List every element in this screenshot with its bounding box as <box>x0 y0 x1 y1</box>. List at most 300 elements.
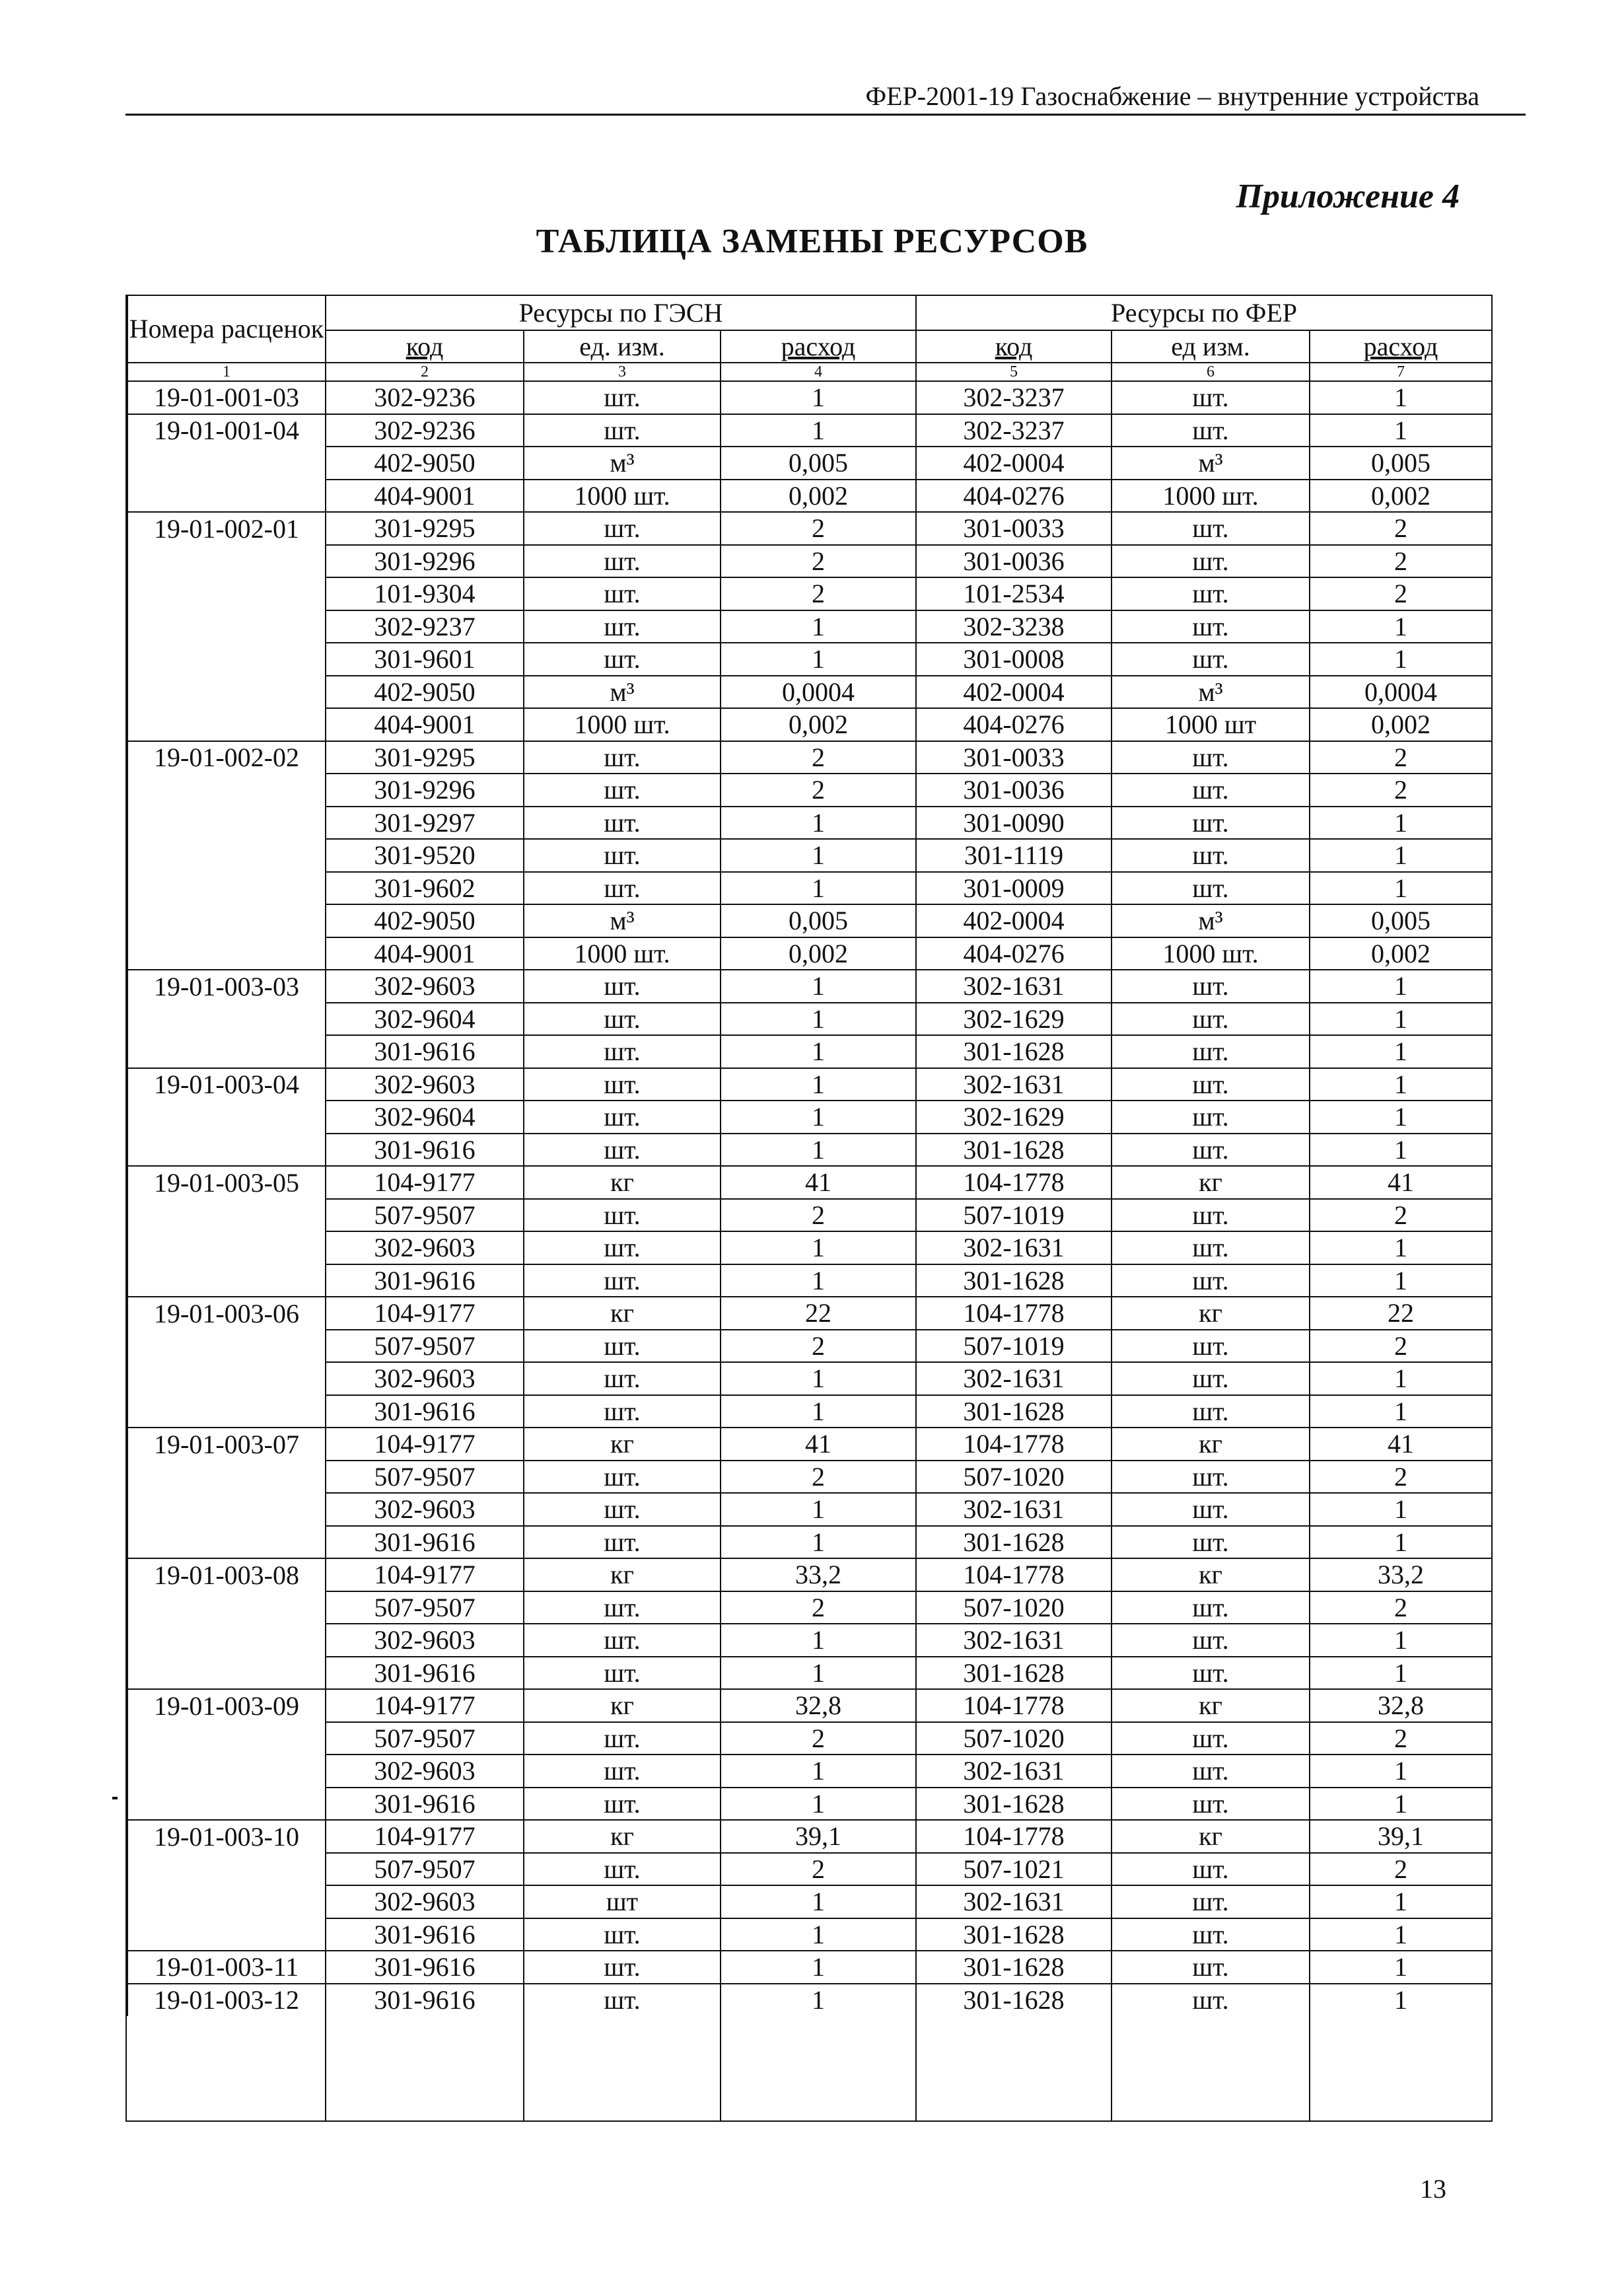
fer-code-cell: 302-1631 <box>916 1885 1112 1918</box>
gesn-code-cell: 507-9507 <box>326 1853 524 1886</box>
rate-number-cell <box>127 1526 326 1559</box>
gesn-amount-cell: 1 <box>721 1624 916 1657</box>
fer-code-cell: 302-1631 <box>916 1755 1112 1788</box>
column-divider <box>523 1962 524 2120</box>
gesn-unit-cell: кг <box>524 1166 721 1199</box>
gesn-unit-cell: шт. <box>524 414 721 447</box>
table-row <box>127 381 1492 414</box>
fer-amount-cell: 2 <box>1310 1199 1492 1232</box>
gesn-code-cell: 404-9001 <box>326 937 524 970</box>
gesn-code-cell: 104-9177 <box>326 1820 524 1853</box>
fer-amount-cell: 1 <box>1310 1657 1492 1690</box>
gesn-amount-cell: 1 <box>721 1264 916 1297</box>
header-fer-unit-label: ед изм. <box>1171 332 1250 361</box>
table-row <box>127 1035 1492 1068</box>
gesn-code-cell: 301-9616 <box>326 1984 524 2017</box>
gesn-unit-cell: шт. <box>524 872 721 905</box>
fer-code-cell: 104-1778 <box>916 1558 1112 1591</box>
gesn-unit-cell: шт. <box>524 1657 721 1690</box>
running-header: ФЕР-2001-19 Газоснабжение – внутренние устройства <box>865 81 1479 111</box>
gesn-code-cell: 301-9616 <box>326 1035 524 1068</box>
rate-number-cell <box>127 480 326 513</box>
fer-unit-cell: шт. <box>1112 1722 1310 1755</box>
fer-unit-cell: м³ <box>1112 904 1310 937</box>
fer-amount-cell: 0,002 <box>1310 937 1492 970</box>
gesn-unit-cell: шт. <box>524 1101 721 1134</box>
gesn-code-cell: 301-9616 <box>326 1657 524 1690</box>
gesn-unit-cell: шт. <box>524 741 721 774</box>
gesn-amount-cell: 1 <box>721 1984 916 2017</box>
fer-code-cell: 402-0004 <box>916 447 1112 480</box>
fer-unit-cell: шт. <box>1112 1918 1310 1951</box>
gesn-amount-cell: 1 <box>721 1003 916 1036</box>
fer-unit-cell: шт. <box>1112 1068 1310 1101</box>
gesn-code-cell: 302-9236 <box>326 381 524 414</box>
fer-unit-cell: 1000 шт <box>1112 708 1310 741</box>
fer-code-cell: 301-0090 <box>916 807 1112 840</box>
fer-amount-cell: 2 <box>1310 774 1492 807</box>
gesn-amount-cell: 2 <box>721 741 916 774</box>
gesn-amount-cell: 1 <box>721 872 916 905</box>
fer-unit-cell: шт. <box>1112 1231 1310 1264</box>
header-fer-group: Ресурсы по ФЕР <box>916 296 1492 330</box>
table-row <box>127 970 1492 1003</box>
fer-code-cell: 301-1628 <box>916 1134 1112 1167</box>
fer-code-cell: 507-1021 <box>916 1853 1112 1886</box>
header-fer-amount-label: расход <box>1363 332 1438 361</box>
fer-code-cell: 507-1020 <box>916 1461 1112 1494</box>
gesn-amount-cell: 0,005 <box>721 904 916 937</box>
fer-code-cell: 301-1628 <box>916 1984 1112 2017</box>
gesn-amount-cell: 41 <box>721 1166 916 1199</box>
fer-amount-cell: 1 <box>1310 807 1492 840</box>
rate-number-cell <box>127 1493 326 1526</box>
column-number: 5 <box>916 363 1112 381</box>
header-fer-amount <box>1310 330 1492 363</box>
appendix-label: Приложение 4 <box>1236 178 1460 215</box>
header-gesn-group: Ресурсы по ГЭСН <box>326 296 916 330</box>
gesn-code-cell: 301-9616 <box>326 1788 524 1821</box>
gesn-amount-cell: 0,005 <box>721 447 916 480</box>
header-rate-numbers <box>127 296 326 363</box>
rate-number-cell <box>127 1657 326 1690</box>
gesn-unit-cell: шт. <box>524 1134 721 1167</box>
resource-replacement-table <box>125 295 1493 2122</box>
gesn-code-cell: 302-9604 <box>326 1101 524 1134</box>
gesn-unit-cell: шт <box>524 1885 721 1918</box>
fer-amount-cell: 1 <box>1310 1134 1492 1167</box>
gesn-code-cell: 104-9177 <box>326 1428 524 1461</box>
gesn-unit-cell: шт. <box>524 1722 721 1755</box>
gesn-amount-cell: 2 <box>721 1461 916 1494</box>
fer-unit-cell: 1000 шт. <box>1112 480 1310 513</box>
fer-code-cell: 402-0004 <box>916 676 1112 709</box>
header-fer-unit <box>1112 330 1310 363</box>
table-row <box>127 1231 1492 1264</box>
gesn-code-cell: 301-9295 <box>326 741 524 774</box>
table-row <box>127 1591 1492 1624</box>
gesn-amount-cell: 2 <box>721 774 916 807</box>
rate-number-cell <box>127 937 326 970</box>
gesn-code-cell: 104-9177 <box>326 1558 524 1591</box>
gesn-amount-cell: 1 <box>721 1035 916 1068</box>
gesn-code-cell: 302-9603 <box>326 1755 524 1788</box>
fer-code-cell: 301-1628 <box>916 1395 1112 1428</box>
gesn-unit-cell: шт. <box>524 1330 721 1363</box>
gesn-amount-cell: 2 <box>721 1722 916 1755</box>
table-row <box>127 1788 1492 1821</box>
rate-number-cell <box>127 1788 326 1821</box>
gesn-amount-cell: 1 <box>721 1951 916 1984</box>
fer-amount-cell: 33,2 <box>1310 1558 1492 1591</box>
rate-number-cell: 19-01-003-10 <box>127 1820 326 1853</box>
fer-amount-cell: 1 <box>1310 1755 1492 1788</box>
fer-amount-cell: 2 <box>1310 577 1492 610</box>
fer-unit-cell: кг <box>1112 1297 1310 1330</box>
fer-amount-cell: 32,8 <box>1310 1689 1492 1722</box>
gesn-code-cell: 404-9001 <box>326 480 524 513</box>
fer-amount-cell: 1 <box>1310 1395 1492 1428</box>
table-row <box>127 872 1492 905</box>
fer-amount-cell: 1 <box>1310 1362 1492 1395</box>
gesn-code-cell: 101-9304 <box>326 577 524 610</box>
gesn-unit-cell: м³ <box>524 676 721 709</box>
table-row <box>127 1820 1492 1853</box>
fer-amount-cell: 2 <box>1310 1853 1492 1886</box>
gesn-code-cell: 302-9236 <box>326 414 524 447</box>
gesn-unit-cell: шт. <box>524 1853 721 1886</box>
fer-amount-cell: 1 <box>1310 381 1492 414</box>
gesn-code-cell: 507-9507 <box>326 1722 524 1755</box>
fer-amount-cell: 2 <box>1310 1591 1492 1624</box>
fer-unit-cell: шт. <box>1112 807 1310 840</box>
gesn-amount-cell: 1 <box>721 1231 916 1264</box>
gesn-code-cell: 301-9616 <box>326 1134 524 1167</box>
rate-number-cell: 19-01-003-05 <box>127 1166 326 1199</box>
gesn-code-cell: 302-9603 <box>326 1885 524 1918</box>
column-number: 3 <box>524 363 721 381</box>
gesn-amount-cell: 2 <box>721 1199 916 1232</box>
gesn-unit-cell: шт. <box>524 1788 721 1821</box>
gesn-unit-cell: шт. <box>524 1755 721 1788</box>
page-number: 13 <box>1420 2174 1446 2204</box>
table-row <box>127 1853 1492 1886</box>
rate-number-cell <box>127 807 326 840</box>
fer-code-cell: 104-1778 <box>916 1428 1112 1461</box>
gesn-amount-cell: 2 <box>721 1591 916 1624</box>
fer-unit-cell: шт. <box>1112 643 1310 676</box>
gesn-code-cell: 301-9296 <box>326 774 524 807</box>
table-row <box>127 1199 1492 1232</box>
fer-unit-cell: шт. <box>1112 1853 1310 1886</box>
gesn-unit-cell: шт. <box>524 1526 721 1559</box>
gesn-amount-cell: 1 <box>721 414 916 447</box>
rate-number-cell <box>127 1461 326 1494</box>
gesn-unit-cell: шт. <box>524 1984 721 2017</box>
gesn-amount-cell: 1 <box>721 1918 916 1951</box>
gesn-code-cell: 301-9601 <box>326 643 524 676</box>
header-gesn-amount-label: расход <box>781 332 856 361</box>
resource-table <box>127 296 1493 2016</box>
fer-amount-cell: 1 <box>1310 1068 1492 1101</box>
fer-amount-cell: 1 <box>1310 1885 1492 1918</box>
rate-number-cell: 19-01-003-12 <box>127 1984 326 2017</box>
rate-number-cell <box>127 1624 326 1657</box>
fer-code-cell: 302-1631 <box>916 1624 1112 1657</box>
gesn-code-cell: 302-9603 <box>326 1493 524 1526</box>
gesn-code-cell: 301-9616 <box>326 1951 524 1984</box>
fer-code-cell: 104-1778 <box>916 1166 1112 1199</box>
gesn-unit-cell: 1000 шт. <box>524 708 721 741</box>
gesn-code-cell: 507-9507 <box>326 1591 524 1624</box>
gesn-unit-cell: м³ <box>524 904 721 937</box>
gesn-code-cell: 301-9616 <box>326 1918 524 1951</box>
gesn-unit-cell: шт. <box>524 1461 721 1494</box>
fer-amount-cell: 1 <box>1310 839 1492 872</box>
rate-number-cell <box>127 447 326 480</box>
fer-code-cell: 101-2534 <box>916 577 1112 610</box>
gesn-code-cell: 301-9295 <box>326 512 524 545</box>
table-row <box>127 1362 1492 1395</box>
table-row <box>127 1918 1492 1951</box>
fer-amount-cell: 1 <box>1310 1493 1492 1526</box>
fer-amount-cell: 0,005 <box>1310 447 1492 480</box>
gesn-unit-cell: шт. <box>524 1918 721 1951</box>
column-divider <box>720 1962 721 2120</box>
table-row <box>127 1068 1492 1101</box>
gesn-amount-cell: 0,002 <box>721 937 916 970</box>
table-row <box>127 1755 1492 1788</box>
table-row <box>127 1330 1492 1363</box>
gesn-unit-cell: шт. <box>524 807 721 840</box>
fer-unit-cell: шт. <box>1112 1199 1310 1232</box>
table-row <box>127 1722 1492 1755</box>
gesn-unit-cell: шт. <box>524 1591 721 1624</box>
table-row <box>127 610 1492 643</box>
gesn-unit-cell: шт. <box>524 1493 721 1526</box>
rate-number-cell: 19-01-003-07 <box>127 1428 326 1461</box>
fer-unit-cell: шт. <box>1112 1984 1310 2017</box>
gesn-amount-cell: 0,0004 <box>721 676 916 709</box>
gesn-amount-cell: 1 <box>721 610 916 643</box>
gesn-code-cell: 302-9237 <box>326 610 524 643</box>
rate-number-cell <box>127 708 326 741</box>
gesn-amount-cell: 1 <box>721 1755 916 1788</box>
fer-unit-cell: шт. <box>1112 1461 1310 1494</box>
fer-code-cell: 302-1629 <box>916 1003 1112 1036</box>
fer-unit-cell: кг <box>1112 1166 1310 1199</box>
fer-code-cell: 302-1631 <box>916 970 1112 1003</box>
rate-number-cell <box>127 872 326 905</box>
fer-code-cell: 404-0276 <box>916 937 1112 970</box>
fer-amount-cell: 1 <box>1310 1788 1492 1821</box>
table-row <box>127 1558 1492 1591</box>
column-divider <box>1111 1962 1112 2120</box>
gesn-unit-cell: 1000 шт. <box>524 937 721 970</box>
header-gesn-unit <box>524 330 721 363</box>
fer-unit-cell: шт. <box>1112 1755 1310 1788</box>
gesn-unit-cell: шт. <box>524 1035 721 1068</box>
fer-amount-cell: 1 <box>1310 1951 1492 1984</box>
gesn-unit-cell: шт. <box>524 1068 721 1101</box>
fer-amount-cell: 1 <box>1310 1101 1492 1134</box>
fer-code-cell: 302-3237 <box>916 381 1112 414</box>
fer-unit-cell: шт. <box>1112 774 1310 807</box>
gesn-amount-cell: 33,2 <box>721 1558 916 1591</box>
gesn-code-cell: 104-9177 <box>326 1689 524 1722</box>
table-row <box>127 1166 1492 1199</box>
table-row <box>127 1428 1492 1461</box>
fer-amount-cell: 1 <box>1310 1264 1492 1297</box>
fer-code-cell: 507-1019 <box>916 1199 1112 1232</box>
gesn-amount-cell: 1 <box>721 1395 916 1428</box>
gesn-amount-cell: 1 <box>721 970 916 1003</box>
table-row <box>127 545 1492 578</box>
fer-unit-cell: шт. <box>1112 1657 1310 1690</box>
table-row <box>127 1624 1492 1657</box>
fer-amount-cell: 1 <box>1310 1003 1492 1036</box>
fer-code-cell: 301-1628 <box>916 1951 1112 1984</box>
gesn-code-cell: 301-9616 <box>326 1395 524 1428</box>
gesn-amount-cell: 2 <box>721 1330 916 1363</box>
gesn-unit-cell: шт. <box>524 381 721 414</box>
gesn-code-cell: 402-9050 <box>326 904 524 937</box>
header-gesn-code-label: код <box>406 332 444 361</box>
rate-number-cell <box>127 676 326 709</box>
fer-code-cell: 301-1119 <box>916 839 1112 872</box>
rate-number-cell <box>127 1853 326 1886</box>
rate-number-cell <box>127 1330 326 1363</box>
table-row <box>127 1395 1492 1428</box>
rate-number-cell: 19-01-003-04 <box>127 1068 326 1101</box>
fer-unit-cell: кг <box>1112 1428 1310 1461</box>
table-row <box>127 1657 1492 1690</box>
fer-code-cell: 404-0276 <box>916 708 1112 741</box>
gesn-code-cell: 104-9177 <box>326 1297 524 1330</box>
table-row <box>127 1297 1492 1330</box>
rate-number-cell: 19-01-003-09 <box>127 1689 326 1722</box>
gesn-unit-cell: шт. <box>524 1003 721 1036</box>
gesn-unit-cell: 1000 шт. <box>524 480 721 513</box>
rate-number-cell <box>127 610 326 643</box>
rate-number-cell: 19-01-001-03 <box>127 381 326 414</box>
fer-amount-cell: 2 <box>1310 1722 1492 1755</box>
table-row <box>127 676 1492 709</box>
table-row <box>127 741 1492 774</box>
gesn-code-cell: 302-9603 <box>326 1624 524 1657</box>
fer-unit-cell: шт. <box>1112 1885 1310 1918</box>
fer-unit-cell: кг <box>1112 1689 1310 1722</box>
table-row <box>127 1003 1492 1036</box>
gesn-amount-cell: 41 <box>721 1428 916 1461</box>
gesn-amount-cell: 1 <box>721 1885 916 1918</box>
gesn-amount-cell: 32,8 <box>721 1689 916 1722</box>
rate-number-cell: 19-01-002-02 <box>127 741 326 774</box>
rate-number-cell <box>127 1918 326 1951</box>
fer-unit-cell: шт. <box>1112 1101 1310 1134</box>
gesn-unit-cell: шт. <box>524 1231 721 1264</box>
gesn-unit-cell: шт. <box>524 970 721 1003</box>
gesn-code-cell: 302-9603 <box>326 1068 524 1101</box>
gesn-code-cell: 301-9616 <box>326 1526 524 1559</box>
rate-number-cell <box>127 1722 326 1755</box>
gesn-unit-cell: шт. <box>524 1264 721 1297</box>
gesn-unit-cell: шт. <box>524 512 721 545</box>
gesn-amount-cell: 1 <box>721 1657 916 1690</box>
fer-unit-cell: шт. <box>1112 545 1310 578</box>
fer-unit-cell: шт. <box>1112 970 1310 1003</box>
fer-code-cell: 404-0276 <box>916 480 1112 513</box>
fer-unit-cell: шт. <box>1112 741 1310 774</box>
stray-mark <box>112 1797 118 1799</box>
fer-code-cell: 301-0033 <box>916 512 1112 545</box>
gesn-amount-cell: 1 <box>721 1134 916 1167</box>
fer-unit-cell: шт. <box>1112 1134 1310 1167</box>
gesn-amount-cell: 2 <box>721 545 916 578</box>
table-row <box>127 447 1492 480</box>
fer-amount-cell: 1 <box>1310 1231 1492 1264</box>
rate-number-cell <box>127 1395 326 1428</box>
gesn-amount-cell: 1 <box>721 643 916 676</box>
gesn-amount-cell: 0,002 <box>721 480 916 513</box>
rate-number-cell <box>127 774 326 807</box>
rate-number-cell <box>127 1362 326 1395</box>
header-gesn-code <box>326 330 524 363</box>
table-row <box>127 774 1492 807</box>
table-row <box>127 577 1492 610</box>
gesn-code-cell: 507-9507 <box>326 1199 524 1232</box>
gesn-amount-cell: 1 <box>721 1788 916 1821</box>
fer-code-cell: 301-0008 <box>916 643 1112 676</box>
fer-amount-cell: 2 <box>1310 1330 1492 1363</box>
column-divider <box>325 1962 326 2120</box>
fer-code-cell: 302-1631 <box>916 1231 1112 1264</box>
table-row <box>127 1101 1492 1134</box>
table-row <box>127 807 1492 840</box>
empty-table-area <box>127 1962 1491 2120</box>
rate-number-cell <box>127 1264 326 1297</box>
gesn-amount-cell: 1 <box>721 1362 916 1395</box>
column-number: 4 <box>721 363 916 381</box>
rate-number-cell <box>127 545 326 578</box>
fer-unit-cell: шт. <box>1112 872 1310 905</box>
rate-number-cell: 19-01-003-06 <box>127 1297 326 1330</box>
gesn-unit-cell: шт. <box>524 577 721 610</box>
table-row <box>127 937 1492 970</box>
rate-number-cell <box>127 1591 326 1624</box>
gesn-unit-cell: шт. <box>524 610 721 643</box>
gesn-amount-cell: 1 <box>721 381 916 414</box>
gesn-amount-cell: 2 <box>721 577 916 610</box>
column-number: 6 <box>1112 363 1310 381</box>
gesn-amount-cell: 1 <box>721 1493 916 1526</box>
fer-amount-cell: 1 <box>1310 610 1492 643</box>
gesn-unit-cell: шт. <box>524 839 721 872</box>
fer-unit-cell: шт. <box>1112 414 1310 447</box>
gesn-amount-cell: 2 <box>721 512 916 545</box>
gesn-unit-cell: кг <box>524 1820 721 1853</box>
gesn-unit-cell: шт. <box>524 1951 721 1984</box>
gesn-code-cell: 507-9507 <box>326 1330 524 1363</box>
fer-amount-cell: 0,002 <box>1310 480 1492 513</box>
gesn-amount-cell: 1 <box>721 1068 916 1101</box>
gesn-code-cell: 104-9177 <box>326 1166 524 1199</box>
fer-amount-cell: 0,005 <box>1310 904 1492 937</box>
fer-code-cell: 104-1778 <box>916 1297 1112 1330</box>
gesn-unit-cell: кг <box>524 1428 721 1461</box>
gesn-code-cell: 404-9001 <box>326 708 524 741</box>
fer-code-cell: 301-1628 <box>916 1526 1112 1559</box>
